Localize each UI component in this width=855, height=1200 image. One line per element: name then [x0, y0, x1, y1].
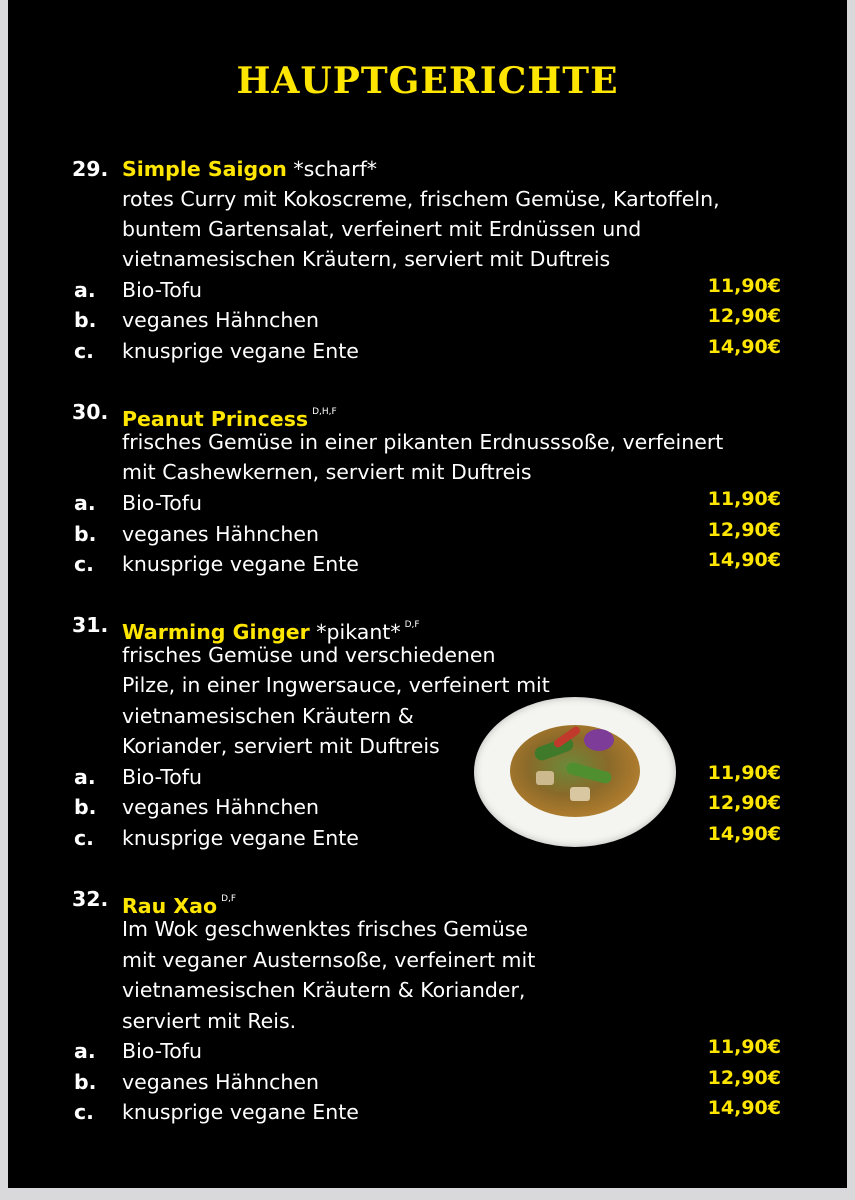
option-price: 14,90€ [707, 549, 781, 571]
option-row [8, 488, 847, 518]
dish-description-line: rotes Curry mit Kokoscreme, frischem Gemüse, Kartoffeln, [122, 187, 720, 211]
option-letter: a. [74, 491, 96, 515]
option-row [8, 1036, 847, 1066]
option-label: Bio-Tofu [122, 491, 202, 515]
option-label: Bio-Tofu [122, 278, 202, 302]
dish-number: 29. [72, 157, 109, 181]
option-row [8, 305, 847, 335]
option-label: veganes Hähnchen [122, 795, 319, 819]
dish-name: Simple Saigon [122, 157, 287, 181]
option-row [8, 792, 847, 822]
option-price: 14,90€ [707, 1097, 781, 1119]
allergen-codes: D,F [221, 894, 237, 904]
option-letter: a. [74, 1039, 96, 1063]
option-letter: c. [74, 826, 94, 850]
option-price: 11,90€ [707, 1036, 781, 1058]
menu-page [8, 0, 847, 1188]
option-label: Bio-Tofu [122, 765, 202, 789]
option-label: knusprige vegane Ente [122, 552, 359, 576]
dish-description-line: frisches Gemüse in einer pikanten Erdnusssoße, verfeinert [122, 430, 724, 454]
option-letter: b. [74, 522, 97, 546]
dish-name: Peanut Princess [122, 407, 309, 431]
option-letter: a. [74, 765, 96, 789]
allergen-codes: D,F [404, 620, 420, 630]
dish-photo-plate [474, 697, 676, 847]
option-price: 12,90€ [707, 792, 781, 814]
option-row [8, 549, 847, 579]
option-row [8, 823, 847, 853]
dish-description-line: vietnamesischen Kräutern & Koriander, [122, 978, 526, 1002]
option-letter: b. [74, 1070, 97, 1094]
option-row [8, 1097, 847, 1127]
dish-description-line: buntem Gartensalat, verfeinert mit Erdnüssen und [122, 217, 642, 241]
option-label: veganes Hähnchen [122, 522, 319, 546]
option-letter: b. [74, 795, 97, 819]
option-letter: b. [74, 308, 97, 332]
dish-number: 30. [72, 400, 109, 424]
option-letter: c. [74, 339, 94, 363]
option-letter: c. [74, 552, 94, 576]
page-title: HAUPTGERICHTE [236, 60, 619, 102]
option-price: 11,90€ [707, 488, 781, 510]
option-price: 12,90€ [707, 519, 781, 541]
dish-note: *pikant* [309, 620, 401, 644]
option-row [8, 336, 847, 366]
option-price: 11,90€ [707, 762, 781, 784]
option-price: 14,90€ [707, 336, 781, 358]
option-letter: a. [74, 278, 96, 302]
dish-name: Warming Ginger [122, 620, 310, 644]
dish-description-line: vietnamesischen Kräutern & [122, 704, 414, 728]
dish-number: 32. [72, 887, 109, 911]
option-label: knusprige vegane Ente [122, 339, 359, 363]
dish-name: Rau Xao [122, 894, 218, 918]
option-label: Bio-Tofu [122, 1039, 202, 1063]
option-letter: c. [74, 1100, 94, 1124]
option-price: 12,90€ [707, 305, 781, 327]
option-label: knusprige vegane Ente [122, 1100, 359, 1124]
option-label: veganes Hähnchen [122, 1070, 319, 1094]
dish-description-line: Pilze, in einer Ingwersauce, verfeinert mit [122, 673, 550, 697]
dish-description-line: frisches Gemüse und verschiedenen [122, 643, 496, 667]
dish-description-line: Koriander, serviert mit Duftreis [122, 734, 440, 758]
dish-description-line: mit Cashewkernen, serviert mit Duftreis [122, 460, 532, 484]
dish-description-line: mit veganer Austernsoße, verfeinert mit [122, 948, 536, 972]
dish-description-line: serviert mit Reis. [122, 1009, 297, 1033]
allergen-codes: D,H,F [312, 407, 337, 417]
option-label: veganes Hähnchen [122, 308, 319, 332]
dish-description-line: vietnamesischen Kräutern, serviert mit Duftreis [122, 247, 611, 271]
option-price: 12,90€ [707, 1067, 781, 1089]
dish-number: 31. [72, 613, 109, 637]
dish-description-line: Im Wok geschwenktes frisches Gemüse [122, 917, 529, 941]
option-price: 11,90€ [707, 275, 781, 297]
option-price: 14,90€ [707, 823, 781, 845]
dish-note: *scharf* [286, 157, 378, 181]
option-label: knusprige vegane Ente [122, 826, 359, 850]
